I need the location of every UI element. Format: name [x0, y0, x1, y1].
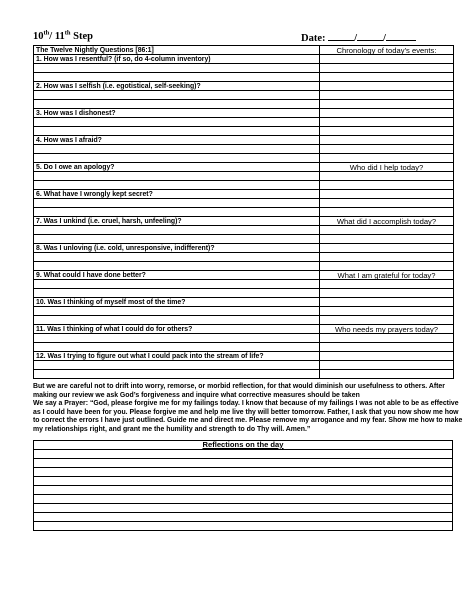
chronology-entry-field[interactable]	[320, 109, 454, 118]
table-row	[34, 450, 453, 459]
table-row	[34, 46, 454, 55]
table-row	[34, 468, 453, 477]
chronology-entry-field[interactable]	[320, 199, 454, 208]
chronology-entry-field[interactable]	[320, 190, 454, 199]
questions-header: The Twelve Nightly Questions [86:1]	[34, 46, 320, 55]
table-row	[34, 271, 454, 280]
worksheet	[33, 29, 463, 531]
step-title: 10th/ 11th Step	[33, 29, 93, 42]
table-row	[34, 334, 454, 343]
chronology-entry-field[interactable]	[320, 262, 454, 271]
answer-field[interactable]	[34, 253, 320, 262]
chronology-entry-field[interactable]	[320, 127, 454, 136]
reflection-entry-field[interactable]	[34, 513, 453, 522]
reflections-title: Reflections on the day	[34, 441, 453, 450]
table-row	[34, 316, 454, 325]
table-row	[34, 217, 454, 226]
answer-field[interactable]	[34, 118, 320, 127]
question-label: 5. Do I owe an apology?	[34, 163, 320, 172]
table-row	[34, 441, 453, 450]
reflection-entry-field[interactable]	[34, 504, 453, 513]
table-row	[34, 109, 454, 118]
table-row	[34, 522, 453, 531]
table-row	[34, 91, 454, 100]
section-heading-q11: Who needs my prayers today?	[320, 325, 454, 334]
chronology-entry-field[interactable]	[320, 289, 454, 298]
reflection-entry-field[interactable]	[34, 495, 453, 504]
chronology-entry-field[interactable]	[320, 253, 454, 262]
question-label: 4. How was I afraid?	[34, 136, 320, 145]
table-row	[34, 244, 454, 253]
chronology-entry-field[interactable]	[320, 334, 454, 343]
closing-prayer: We say a Prayer: “God, please forgive me for my failings today. I know that because of my failings I was not able to be as effective as I could have been for you. Please forgive me and help me live thy will better tomorrow. Father, I ask that you now show me how to correct the errors I have just outlined. Guide me and direct me. Please remove my arrogance and my fear. Show me how to make my relationships right, and grant me the humility and strength to do Thy will. Amen.”	[33, 400, 463, 433]
table-row	[34, 486, 453, 495]
answer-field[interactable]	[34, 154, 320, 163]
question-label: 1. How was I resentful? (if so, do 4-column inventory)	[34, 55, 320, 64]
answer-field[interactable]	[34, 316, 320, 325]
table-row	[34, 73, 454, 82]
chronology-entry-field[interactable]	[320, 244, 454, 253]
section-heading-q5: Who did I help today?	[320, 163, 454, 172]
table-row	[34, 361, 454, 370]
chronology-entry-field[interactable]	[320, 181, 454, 190]
table-row	[34, 208, 454, 217]
table-row	[34, 127, 454, 136]
table-row	[34, 289, 454, 298]
table-row	[34, 235, 454, 244]
date-year-field[interactable]	[386, 31, 416, 41]
answer-field[interactable]	[34, 73, 320, 82]
chronology-entry-field[interactable]	[320, 361, 454, 370]
table-row	[34, 325, 454, 334]
answer-field[interactable]	[34, 226, 320, 235]
answer-field[interactable]	[34, 127, 320, 136]
table-row	[34, 253, 454, 262]
chronology-entry-field[interactable]	[320, 172, 454, 181]
table-row	[34, 163, 454, 172]
answer-field[interactable]	[34, 280, 320, 289]
table-row	[34, 280, 454, 289]
chronology-entry-field[interactable]	[320, 118, 454, 127]
date-day-field[interactable]	[357, 31, 383, 41]
table-row	[34, 370, 454, 379]
date-separator: /	[383, 33, 386, 44]
answer-field[interactable]	[34, 289, 320, 298]
table-row	[34, 145, 454, 154]
chronology-entry-field[interactable]	[320, 208, 454, 217]
table-row	[34, 262, 454, 271]
date-separator: /	[354, 33, 358, 44]
table-row	[34, 199, 454, 208]
reflection-entry-field[interactable]	[34, 450, 453, 459]
page-header	[33, 30, 453, 44]
table-row	[34, 154, 454, 163]
date-label: Date:	[301, 33, 326, 44]
chronology-entry-field[interactable]	[320, 154, 454, 163]
table-row	[34, 343, 454, 352]
answer-field[interactable]	[34, 181, 320, 190]
chronology-entry-field[interactable]	[320, 235, 454, 244]
answer-field[interactable]	[34, 370, 320, 379]
question-label: 11. Was I thinking of what I could do for others?	[34, 325, 320, 334]
question-label: 9. What could I have done better?	[34, 271, 320, 280]
table-row	[34, 100, 454, 109]
date-line	[301, 31, 416, 44]
table-row	[34, 298, 454, 307]
answer-field[interactable]	[34, 361, 320, 370]
chronology-header: Chronology of today’s events:	[320, 46, 454, 55]
table-row	[34, 181, 454, 190]
question-label: 12. Was I trying to figure out what I could pack into the stream of life?	[34, 352, 320, 361]
chronology-entry-field[interactable]	[320, 352, 454, 361]
question-label: 6. What have I wrongly kept secret?	[34, 190, 320, 199]
question-label: 7. Was I unkind (i.e. cruel, harsh, unfeeling)?	[34, 217, 320, 226]
table-row	[34, 513, 453, 522]
table-row	[34, 504, 453, 513]
table-row	[34, 307, 454, 316]
table-row	[34, 55, 454, 64]
chronology-entry-field[interactable]	[320, 343, 454, 352]
reflection-entry-field[interactable]	[34, 459, 453, 468]
closing-paragraph-1: But we are careful not to drift into worry, remorse, or morbid reflection, for that would diminish our usefulness to others. After making our review we ask God’s forgiveness and inquire what corrective measures should be taken	[33, 383, 445, 399]
answer-field[interactable]	[34, 235, 320, 244]
answer-field[interactable]	[34, 91, 320, 100]
table-row	[34, 190, 454, 199]
chronology-entry-field[interactable]	[320, 298, 454, 307]
table-row	[34, 172, 454, 181]
reflection-entry-field[interactable]	[34, 477, 453, 486]
reflections-table	[33, 440, 453, 531]
answer-field[interactable]	[34, 145, 320, 154]
table-row	[34, 82, 454, 91]
answer-field[interactable]	[34, 208, 320, 217]
chronology-entry-field[interactable]	[320, 370, 454, 379]
answer-field[interactable]	[34, 334, 320, 343]
table-row	[34, 495, 453, 504]
answer-field[interactable]	[34, 343, 320, 352]
chronology-entry-field[interactable]	[320, 73, 454, 82]
question-label: 10. Was I thinking of myself most of the time?	[34, 298, 320, 307]
answer-field[interactable]	[34, 172, 320, 181]
chronology-entry-field[interactable]	[320, 145, 454, 154]
chronology-entry-field[interactable]	[320, 64, 454, 73]
chronology-entry-field[interactable]	[320, 82, 454, 91]
table-row	[34, 459, 453, 468]
chronology-entry-field[interactable]	[320, 307, 454, 316]
reflection-entry-field[interactable]	[34, 468, 453, 477]
table-row	[34, 352, 454, 361]
table-row	[34, 64, 454, 73]
reflection-entry-field[interactable]	[34, 486, 453, 495]
table-row	[34, 118, 454, 127]
questions-table	[33, 45, 454, 379]
answer-field[interactable]	[34, 262, 320, 271]
chronology-entry-field[interactable]	[320, 226, 454, 235]
question-label: 2. How was I selfish (i.e. egotistical, self-seeking)?	[34, 82, 320, 91]
date-month-field[interactable]	[328, 31, 354, 41]
chronology-entry-field[interactable]	[320, 136, 454, 145]
chronology-entry-field[interactable]	[320, 316, 454, 325]
table-row	[34, 136, 454, 145]
chronology-entry-field[interactable]	[320, 55, 454, 64]
chronology-entry-field[interactable]	[320, 91, 454, 100]
question-label: 8. Was I unloving (i.e. cold, unresponsive, indifferent)?	[34, 244, 320, 253]
closing-text	[33, 383, 463, 434]
answer-field[interactable]	[34, 64, 320, 73]
answer-field[interactable]	[34, 199, 320, 208]
answer-field[interactable]	[34, 100, 320, 109]
reflection-entry-field[interactable]	[34, 522, 453, 531]
table-row	[34, 226, 454, 235]
question-label: 3. How was I dishonest?	[34, 109, 320, 118]
section-heading-q9: What I am grateful for today?	[320, 271, 454, 280]
chronology-entry-field[interactable]	[320, 280, 454, 289]
section-heading-q7: What did I accomplish today?	[320, 217, 454, 226]
table-row	[34, 477, 453, 486]
chronology-entry-field[interactable]	[320, 100, 454, 109]
answer-field[interactable]	[34, 307, 320, 316]
